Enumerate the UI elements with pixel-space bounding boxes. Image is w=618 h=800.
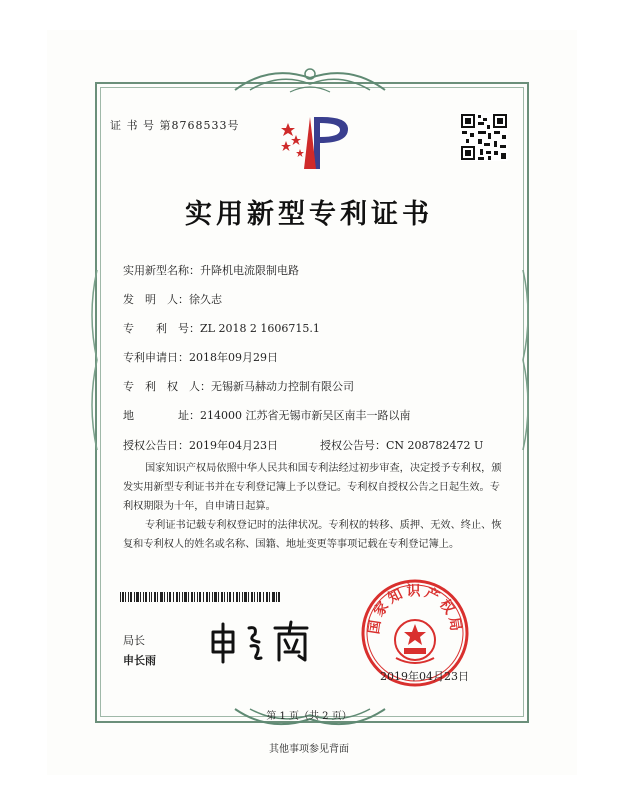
- seal-date: 2019年04月23日: [380, 670, 469, 683]
- grant-date: 授权公告日：2019年04月23日: [123, 439, 278, 452]
- top-ornament: [230, 62, 390, 96]
- page-indicator: 第 1 页（共 2 页）: [266, 711, 352, 722]
- patent-number: 专 利 号：ZL 2018 2 1606715.1: [123, 322, 320, 335]
- certificate-title: 实用新型专利证书: [185, 199, 433, 230]
- svg-text:国家知识产权局: 国家知识产权局: [366, 583, 464, 636]
- filing-date: 专利申请日：2018年09月29日: [123, 351, 278, 364]
- patentee: 专 利 权 人：无锡新马赫动力控制有限公司: [123, 380, 354, 393]
- inventor: 发 明 人：徐久志: [123, 293, 222, 306]
- right-ornament: [515, 270, 535, 450]
- footer-note: 其他事项参见背面: [269, 744, 349, 755]
- grant-number: 授权公告号：CN 208782472 U: [320, 439, 484, 452]
- signatory-role: 局长: [123, 634, 145, 647]
- qr-code: [460, 113, 508, 161]
- signatory-name: 申长雨: [123, 654, 156, 667]
- patent-office-logo: [278, 113, 352, 171]
- certificate-number: 证 书 号 第8768533号: [110, 119, 240, 132]
- grant-statement: 国家知识产权局依照中华人民共和国专利法经过初步审查，决定授予专利权，颁发实用新型专利证书并在专利登记簿上予以登记。专利权自授权公告之日起生效。专利权期限为十年，自申请日起算。: [123, 463, 502, 512]
- utility-model-name: 实用新型名称：升降机电流限制电路: [123, 264, 299, 277]
- barcode: [120, 592, 280, 602]
- legal-status-note: 专利证书记载专利权登记时的法律状况。专利权的转移、质押、无效、终止、恢复和专利权人的姓名或名称、国籍、地址变更等事项记载在专利登记簿上。: [123, 520, 502, 550]
- left-ornament: [85, 270, 105, 450]
- address: 地 址：214000 江苏省无锡市新吴区南丰一路以南: [123, 409, 411, 422]
- handwritten-signature: [205, 618, 325, 666]
